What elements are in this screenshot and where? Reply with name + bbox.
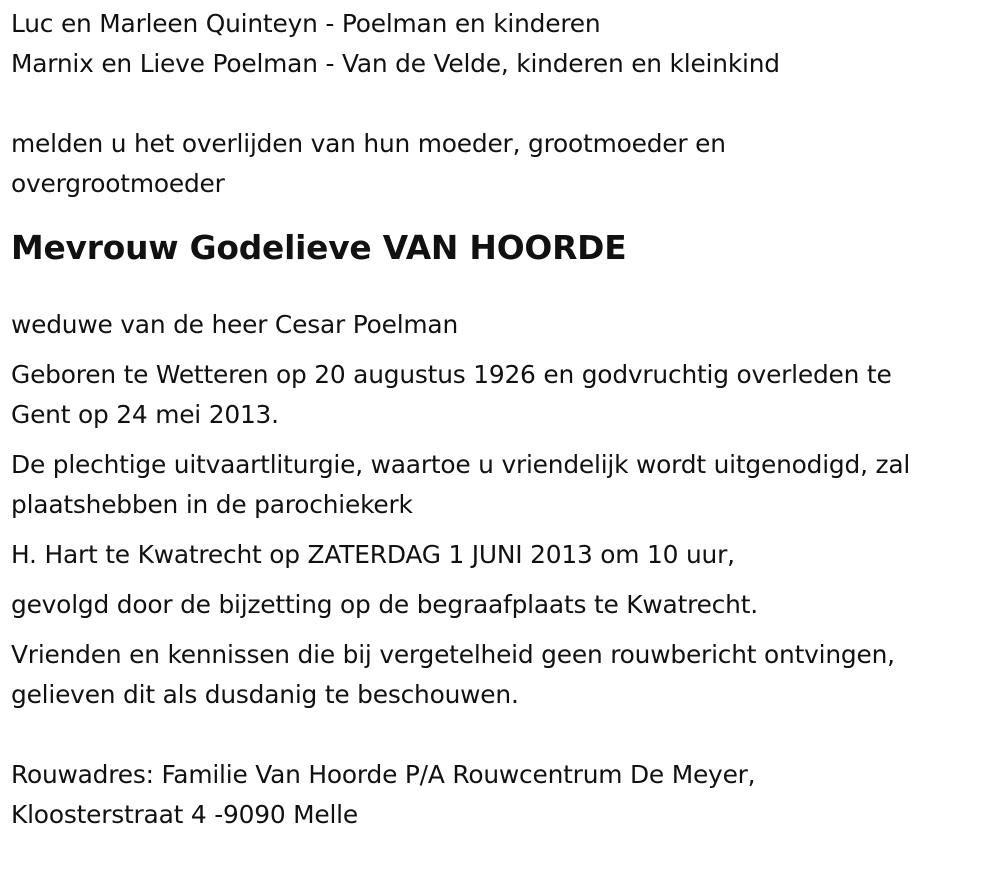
birth-death-line: Geboren te Wetteren op 20 augustus 1926 en godvruchtig overleden te bbox=[11, 360, 892, 389]
funeral-block bbox=[11, 445, 996, 525]
announcer-line: Luc en Marleen Quinteyn - Poelman en kinderen bbox=[11, 9, 601, 38]
deceased-name: Mevrouw Godelieve VAN HOORDE bbox=[11, 229, 627, 267]
address-block bbox=[11, 755, 996, 835]
notice-line: gelieven dit als dusdanig te beschouwen. bbox=[11, 680, 519, 709]
announcers-block bbox=[11, 4, 996, 84]
address-line: Rouwadres: Familie Van Hoorde P/A Rouwcentrum De Meyer, bbox=[11, 760, 756, 789]
notice-line: Vrienden en kennissen die bij vergetelheid geen rouwbericht ontvingen, bbox=[11, 640, 895, 669]
widow-of-line: weduwe van de heer Cesar Poelman bbox=[11, 310, 459, 339]
birth-death-line: Gent op 24 mei 2013. bbox=[11, 400, 279, 429]
announcer-line: Marnix en Lieve Poelman - Van de Velde, kinderen en kleinkind bbox=[11, 49, 780, 78]
burial-line: gevolgd door de bijzetting op de begraafplaats te Kwatrecht. bbox=[11, 590, 758, 619]
obituary-notice bbox=[11, 4, 996, 835]
notice-block bbox=[11, 635, 996, 715]
address-line: Kloosterstraat 4 -9090 Melle bbox=[11, 800, 358, 829]
intro-line: overgrootmoeder bbox=[11, 169, 225, 198]
intro-line: melden u het overlijden van hun moeder, grootmoeder en bbox=[11, 129, 726, 158]
birth-death-block bbox=[11, 355, 996, 435]
funeral-line: De plechtige uitvaartliturgie, waartoe u vriendelijk wordt uitgenodigd, zal bbox=[11, 450, 911, 479]
funeral-line: plaatshebben in de parochiekerk bbox=[11, 490, 413, 519]
church-line: H. Hart te Kwatrecht op ZATERDAG 1 JUNI 2013 om 10 uur, bbox=[11, 540, 735, 569]
intro-block bbox=[11, 124, 996, 204]
